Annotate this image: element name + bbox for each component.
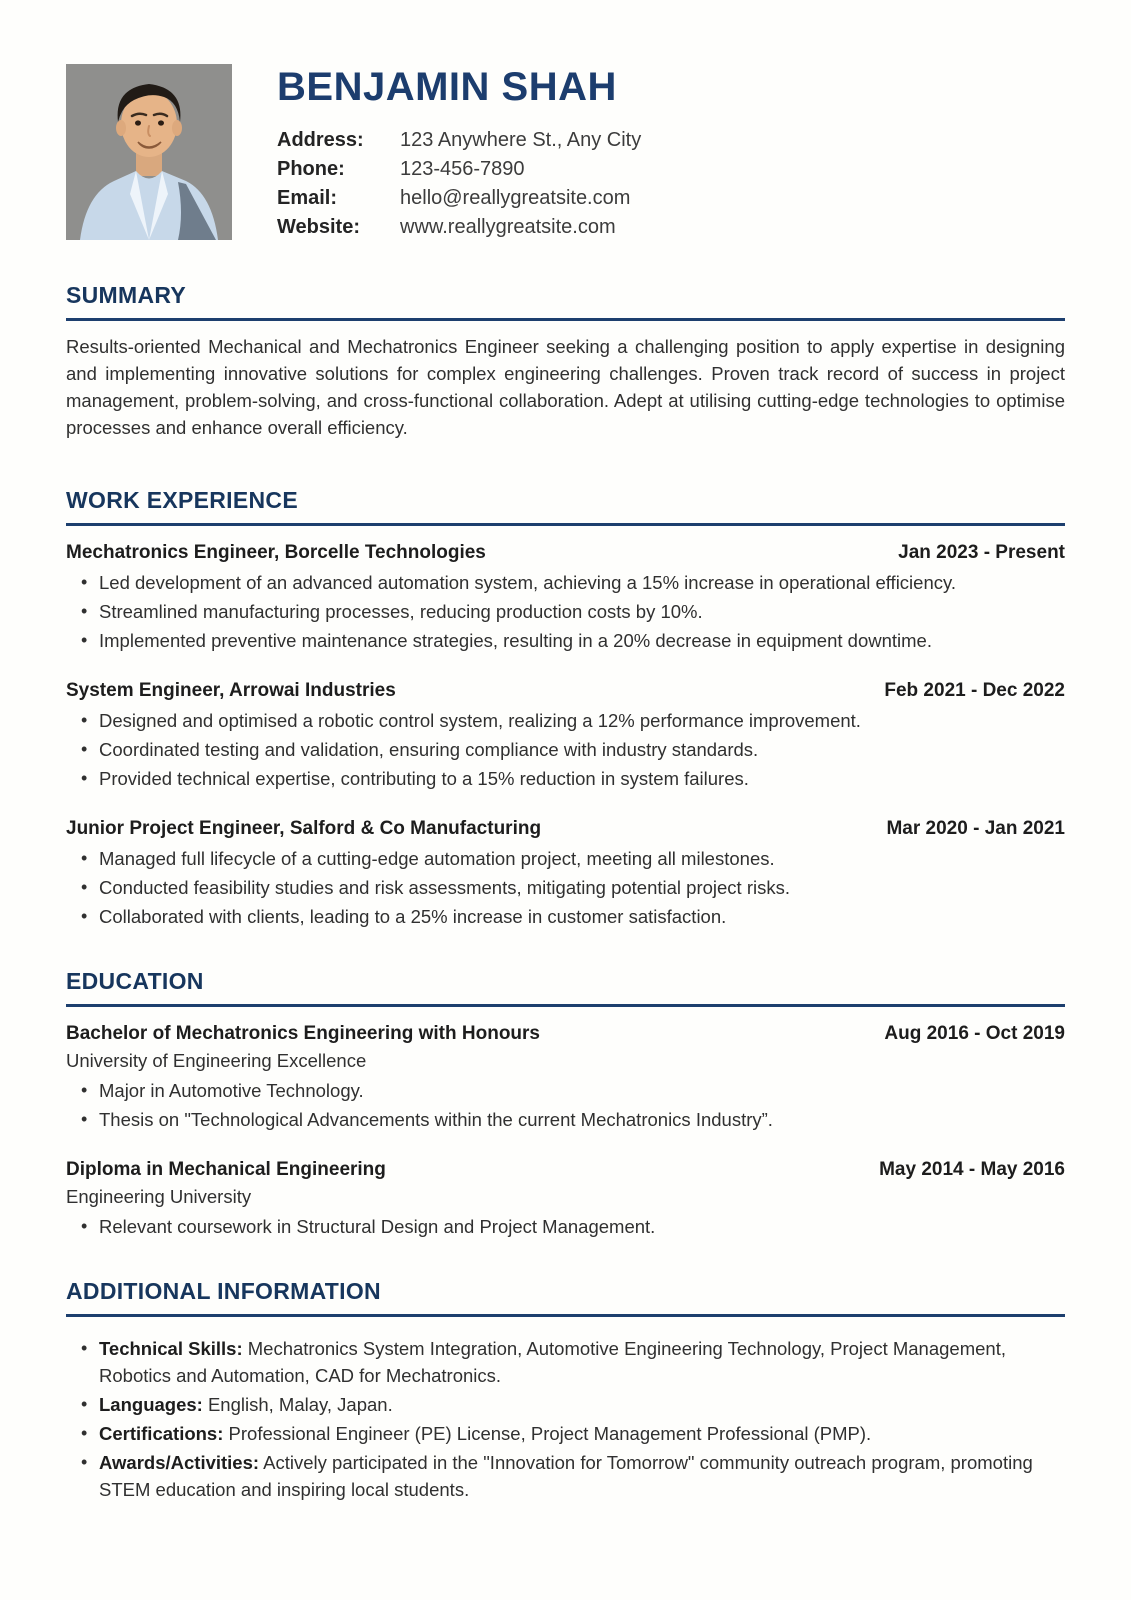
degree-school: University of Engineering Excellence: [66, 1050, 367, 1071]
job-entry: [66, 540, 1065, 654]
contact-value-website: www.reallygreatsite.com: [400, 216, 616, 238]
job-bullets: [66, 845, 1065, 930]
degree-title: Diploma in Mechanical Engineering: [66, 1159, 386, 1180]
job-entry: [66, 678, 1065, 792]
job-bullets: [66, 707, 1065, 792]
bullet-item: • Thesis on "Technological Advancements within the current Mechatronics Industry”.: [66, 1106, 1065, 1133]
section-education: [66, 968, 1065, 1240]
summary-text: Results-oriented Mechanical and Mechatronics Engineer seeking a challenging position to apply expertise in designing and implementing innovative solutions for complex engineering challenges. Proven track record of success in project management, problem-solving, and cross-functional collaboration. Adept at utilising cutting-edge technologies to optimise processes and enhance overall efficiency.: [66, 336, 1065, 438]
job-dates: Jan 2023 - Present: [898, 542, 1065, 563]
info-text: Actively participated in the "Innovation for Tomorrow" community outreach program, promoting STEM education and inspiring local students.: [99, 1452, 1033, 1500]
job-entry: [66, 816, 1065, 930]
info-item-technical-skills: [66, 1335, 1065, 1389]
contact-label-email: Email:: [277, 187, 338, 209]
section-work-experience: [66, 487, 1065, 930]
info-text: Professional Engineer (PE) License, Project Management Professional (PMP).: [223, 1423, 872, 1444]
info-text: Mechatronics System Integration, Automotive Engineering Technology, Project Management, Robotics and Automation, CAD for Mechatronics.: [99, 1338, 1006, 1386]
job-dates: Mar 2020 - Jan 2021: [886, 818, 1065, 839]
bullet-item: • Led development of an advanced automation system, achieving a 15% increase in operational efficiency.: [66, 569, 1065, 596]
candidate-name: BENJAMIN SHAH: [277, 65, 617, 109]
contact-block: [277, 128, 641, 239]
degree-bullets: [66, 1077, 1065, 1133]
info-label: Certifications:: [99, 1423, 224, 1444]
bullet-item: • Collaborated with clients, leading to a 25% increase in customer satisfaction.: [66, 903, 1065, 930]
education-heading: EDUCATION: [66, 968, 1065, 1007]
summary-heading: SUMMARY: [66, 282, 1065, 321]
info-label: Awards/Activities:: [99, 1452, 260, 1473]
contact-value-email: hello@reallygreatsite.com: [400, 187, 631, 209]
additional-information-heading: ADDITIONAL INFORMATION: [66, 1278, 1065, 1317]
bullet-item: • Conducted feasibility studies and risk assessments, mitigating potential project risks.: [66, 874, 1065, 901]
bullet-item: • Provided technical expertise, contributing to a 15% reduction in system failures.: [66, 765, 1065, 792]
bullet-item: • Managed full lifecycle of a cutting-edge automation project, meeting all milestones.: [66, 845, 1065, 872]
header: [66, 64, 1065, 240]
degree-dates: May 2014 - May 2016: [879, 1159, 1065, 1180]
degree-dates: Aug 2016 - Oct 2019: [884, 1023, 1065, 1044]
info-text: English, Malay, Japan.: [202, 1394, 393, 1415]
job-role: Junior Project Engineer, Salford & Co Manufacturing: [66, 818, 542, 839]
bullet-item: • Major in Automotive Technology.: [66, 1077, 1065, 1104]
contact-value-address: 123 Anywhere St., Any City: [400, 129, 642, 151]
info-item-languages: [66, 1391, 1065, 1418]
degree-school: Engineering University: [66, 1186, 252, 1207]
info-label: Technical Skills:: [99, 1338, 243, 1359]
profile-photo: [66, 64, 232, 240]
contact-label-phone: Phone:: [277, 158, 345, 180]
contact-value-phone: 123-456-7890: [400, 158, 525, 180]
bullet-item: • Implemented preventive maintenance strategies, resulting in a 20% decrease in equipment downtime.: [66, 627, 1065, 654]
additional-info-list: [66, 1335, 1065, 1503]
job-role: Mechatronics Engineer, Borcelle Technologies: [66, 542, 486, 563]
work-experience-heading: WORK EXPERIENCE: [66, 487, 1065, 526]
bullet-item: • Coordinated testing and validation, ensuring compliance with industry standards.: [66, 736, 1065, 763]
info-item-certifications: [66, 1420, 1065, 1447]
degree-title: Bachelor of Mechatronics Engineering with Honours: [66, 1023, 540, 1044]
degree-entry: [66, 1157, 1065, 1240]
contact-label-address: Address:: [277, 129, 364, 151]
info-item-awards-activities: [66, 1449, 1065, 1503]
profile-photo-illustration: [66, 64, 232, 240]
header-text: [277, 64, 641, 240]
job-role: System Engineer, Arrowai Industries: [66, 680, 396, 701]
section-additional-information: [66, 1278, 1065, 1503]
job-bullets: [66, 569, 1065, 654]
bullet-item: • Relevant coursework in Structural Design and Project Management.: [66, 1213, 1065, 1240]
info-label: Languages:: [99, 1394, 203, 1415]
degree-entry: [66, 1021, 1065, 1133]
bullet-item: • Streamlined manufacturing processes, reducing production costs by 10%.: [66, 598, 1065, 625]
job-dates: Feb 2021 - Dec 2022: [884, 680, 1065, 701]
degree-bullets: [66, 1213, 1065, 1240]
contact-label-website: Website:: [277, 216, 360, 238]
section-summary: [66, 282, 1065, 441]
bullet-item: • Designed and optimised a robotic control system, realizing a 12% performance improvement.: [66, 707, 1065, 734]
